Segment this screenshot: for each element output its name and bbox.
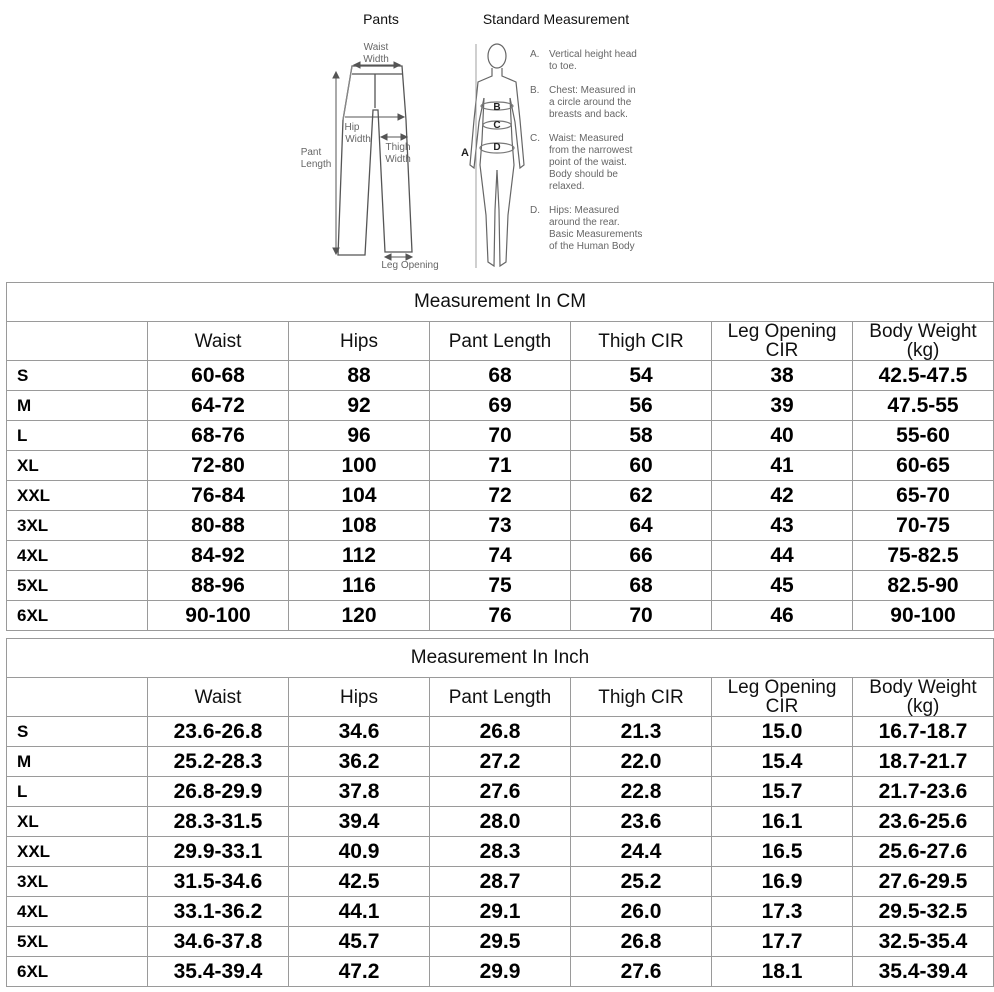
size-label: 6XL — [7, 601, 148, 631]
column-header-text: Waist — [194, 686, 242, 708]
column-header — [7, 678, 148, 717]
table-cell: 37.8 — [289, 777, 430, 807]
table-cell: 76-84 — [148, 481, 289, 511]
size-label: L — [7, 777, 148, 807]
note-c-line: relaxed. — [549, 181, 585, 192]
table-cell: 26.0 — [571, 897, 712, 927]
thigh-width-arrow — [381, 134, 407, 140]
measurement-diagram — [0, 0, 962, 282]
table-cell: 21.7-23.6 — [853, 777, 994, 807]
note-d-line: around the rear. — [549, 217, 620, 228]
table-cell: 28.0 — [430, 807, 571, 837]
table-cell: 72 — [430, 481, 571, 511]
size-label: 3XL — [7, 511, 148, 541]
waist-width-label-2: Width — [363, 54, 389, 65]
measurement-notes — [530, 49, 642, 252]
table-cell: 27.6-29.5 — [853, 867, 994, 897]
table-cell: 25.6-27.6 — [853, 837, 994, 867]
column-header-text: Thigh CIR — [598, 330, 684, 352]
table-header-row — [7, 322, 994, 361]
size-label: 3XL — [7, 867, 148, 897]
column-header — [7, 322, 148, 361]
table-cell: 16.9 — [712, 867, 853, 897]
column-header-text: Body Weight (kg) — [869, 677, 977, 717]
column-header — [853, 678, 994, 717]
table-row — [7, 807, 994, 837]
table-row — [7, 511, 994, 541]
table-row — [7, 451, 994, 481]
note-c-line: Body should be — [549, 169, 618, 180]
table-cell: 40.9 — [289, 837, 430, 867]
table-cell: 42.5-47.5 — [853, 361, 994, 391]
table-cell: 18.1 — [712, 957, 853, 987]
table-cell: 39.4 — [289, 807, 430, 837]
table-cell: 72-80 — [148, 451, 289, 481]
table-cell: 15.7 — [712, 777, 853, 807]
table-cell: 26.8-29.9 — [148, 777, 289, 807]
table-cell: 82.5-90 — [853, 571, 994, 601]
size-label: XL — [7, 451, 148, 481]
pants-title: Pants — [363, 11, 399, 27]
table-cell: 23.6-25.6 — [853, 807, 994, 837]
table-cell: 84-92 — [148, 541, 289, 571]
table-cell: 36.2 — [289, 747, 430, 777]
table-cell: 23.6 — [571, 807, 712, 837]
table-cell: 88-96 — [148, 571, 289, 601]
table-cell: 68 — [571, 571, 712, 601]
table-cell: 92 — [289, 391, 430, 421]
table-cell: 17.3 — [712, 897, 853, 927]
table-cell: 62 — [571, 481, 712, 511]
table-cell: 44 — [712, 541, 853, 571]
table-title: Measurement In Inch — [7, 639, 994, 678]
size-table-inch — [6, 638, 994, 987]
size-label: 4XL — [7, 541, 148, 571]
table-cell: 18.7-21.7 — [853, 747, 994, 777]
table-cell: 69 — [430, 391, 571, 421]
table-cell: 15.0 — [712, 717, 853, 747]
table-cell: 56 — [571, 391, 712, 421]
table-cell: 75 — [430, 571, 571, 601]
note-d-line: Hips: Measured — [549, 205, 620, 216]
note-a-letter: A. — [530, 49, 540, 60]
table-cell: 26.8 — [571, 927, 712, 957]
marker-d: D — [493, 142, 501, 153]
table-cell: 54 — [571, 361, 712, 391]
table-cell: 31.5-34.6 — [148, 867, 289, 897]
table-cell: 22.0 — [571, 747, 712, 777]
marker-b: B — [493, 102, 501, 113]
size-label: S — [7, 361, 148, 391]
column-header-text: Thigh CIR — [598, 686, 684, 708]
table-cell: 38 — [712, 361, 853, 391]
table-cell: 17.7 — [712, 927, 853, 957]
table-cell: 29.9 — [430, 957, 571, 987]
table-row — [7, 747, 994, 777]
size-label: XL — [7, 807, 148, 837]
column-header — [712, 322, 853, 361]
pant-length-label: Pant — [300, 147, 322, 158]
note-b-letter: B. — [530, 85, 540, 96]
column-header — [430, 678, 571, 717]
table-cell: 28.7 — [430, 867, 571, 897]
table-cell: 90-100 — [853, 601, 994, 631]
table-header-row — [7, 678, 994, 717]
marker-c: C — [493, 120, 501, 131]
size-label: L — [7, 421, 148, 451]
table-cell: 42 — [712, 481, 853, 511]
table-cell: 25.2-28.3 — [148, 747, 289, 777]
column-header — [289, 678, 430, 717]
size-label: M — [7, 747, 148, 777]
table-cell: 60-65 — [853, 451, 994, 481]
table-cell: 90-100 — [148, 601, 289, 631]
thigh-width-label: Thigh — [385, 142, 411, 153]
table-cell: 32.5-35.4 — [853, 927, 994, 957]
body-figure — [470, 44, 524, 268]
note-d-line: Basic Measurements — [549, 229, 643, 240]
table-cell: 68 — [430, 361, 571, 391]
table-cell: 29.5 — [430, 927, 571, 957]
note-b-line: breasts and back. — [549, 109, 628, 120]
note-c-line: from the narrowest — [549, 145, 633, 156]
note-b-line: a circle around the — [549, 97, 632, 108]
table-title: Measurement In CM — [7, 283, 994, 322]
table-cell: 25.2 — [571, 867, 712, 897]
table-cell: 22.8 — [571, 777, 712, 807]
table-cell: 80-88 — [148, 511, 289, 541]
table-cell: 100 — [289, 451, 430, 481]
table-cell: 60-68 — [148, 361, 289, 391]
table-cell: 27.6 — [571, 957, 712, 987]
table-cell: 70-75 — [853, 511, 994, 541]
column-header-text: Hips — [339, 686, 378, 708]
table-cell: 16.1 — [712, 807, 853, 837]
pant-length-arrow — [333, 72, 339, 254]
size-label: 6XL — [7, 957, 148, 987]
table-cell: 45.7 — [289, 927, 430, 957]
table-row — [7, 541, 994, 571]
table-cell: 104 — [289, 481, 430, 511]
table-cell: 34.6 — [289, 717, 430, 747]
table-row — [7, 867, 994, 897]
column-header — [289, 322, 430, 361]
column-header-text: Pant Length — [448, 686, 552, 708]
table-cell: 65-70 — [853, 481, 994, 511]
table-cell: 70 — [430, 421, 571, 451]
table-cell: 64-72 — [148, 391, 289, 421]
table-cell: 16.5 — [712, 837, 853, 867]
table-cell: 116 — [289, 571, 430, 601]
table-cell: 42.5 — [289, 867, 430, 897]
table-cell: 40 — [712, 421, 853, 451]
table-cell: 47.5-55 — [853, 391, 994, 421]
table-cell: 71 — [430, 451, 571, 481]
size-label: XXL — [7, 837, 148, 867]
table-cell: 58 — [571, 421, 712, 451]
table-row — [7, 927, 994, 957]
table-cell: 27.2 — [430, 747, 571, 777]
table-row — [7, 481, 994, 511]
table-cell: 29.1 — [430, 897, 571, 927]
size-label: S — [7, 717, 148, 747]
size-label: M — [7, 391, 148, 421]
leg-opening-label: Leg Opening — [381, 260, 439, 271]
table-cell: 46 — [712, 601, 853, 631]
table-cell: 120 — [289, 601, 430, 631]
column-header — [571, 678, 712, 717]
column-header-text: Waist — [194, 330, 242, 352]
note-c-letter: C. — [530, 133, 540, 144]
table-cell: 43 — [712, 511, 853, 541]
table-cell: 28.3 — [430, 837, 571, 867]
table-cell: 28.3-31.5 — [148, 807, 289, 837]
table-cell: 60 — [571, 451, 712, 481]
table-row — [7, 391, 994, 421]
table-cell: 74 — [430, 541, 571, 571]
table-cell: 39 — [712, 391, 853, 421]
table-row — [7, 777, 994, 807]
table-cell: 16.7-18.7 — [853, 717, 994, 747]
size-label: 4XL — [7, 897, 148, 927]
table-cell: 27.6 — [430, 777, 571, 807]
table-row — [7, 897, 994, 927]
size-table-cm — [6, 282, 994, 631]
marker-a: A — [461, 147, 469, 159]
note-d-letter: D. — [530, 205, 540, 216]
table-cell: 112 — [289, 541, 430, 571]
table-cell: 55-60 — [853, 421, 994, 451]
table-cell: 96 — [289, 421, 430, 451]
table-cell: 108 — [289, 511, 430, 541]
table-cell: 35.4-39.4 — [148, 957, 289, 987]
table-cell: 35.4-39.4 — [853, 957, 994, 987]
table-cell: 33.1-36.2 — [148, 897, 289, 927]
column-header — [712, 678, 853, 717]
waist-width-label: Waist — [363, 42, 389, 53]
table-cell: 66 — [571, 541, 712, 571]
hip-width-arrow — [345, 114, 404, 120]
table-cell: 29.9-33.1 — [148, 837, 289, 867]
hip-width-label: Hip — [344, 122, 360, 133]
table-cell: 23.6-26.8 — [148, 717, 289, 747]
note-a-line: Vertical height head — [549, 49, 637, 60]
table-cell: 41 — [712, 451, 853, 481]
table-cell: 47.2 — [289, 957, 430, 987]
thigh-width-label-2: Width — [385, 154, 411, 165]
column-header-text: Leg Opening CIR — [727, 321, 837, 361]
table-row — [7, 421, 994, 451]
table-row — [7, 837, 994, 867]
column-header — [148, 322, 289, 361]
table-cell: 68-76 — [148, 421, 289, 451]
size-label: XXL — [7, 481, 148, 511]
column-header-text: Pant Length — [448, 330, 552, 352]
note-a-line: to toe. — [549, 61, 577, 72]
body-title: Standard Measurement — [482, 11, 630, 27]
column-header — [430, 322, 571, 361]
table-cell: 88 — [289, 361, 430, 391]
column-header — [571, 322, 712, 361]
pant-length-label-2: Length — [300, 159, 332, 170]
column-header-text: Hips — [339, 330, 378, 352]
table-cell: 73 — [430, 511, 571, 541]
column-header-text: Leg Opening CIR — [727, 677, 837, 717]
column-header-text: Body Weight (kg) — [869, 321, 977, 361]
table-cell: 15.4 — [712, 747, 853, 777]
table-cell: 64 — [571, 511, 712, 541]
table-row — [7, 601, 994, 631]
note-c-line: point of the waist. — [549, 157, 627, 168]
note-c-line: Waist: Measured — [549, 133, 624, 144]
table-cell: 26.8 — [430, 717, 571, 747]
hip-width-label-2: Width — [345, 134, 371, 145]
size-label: 5XL — [7, 571, 148, 601]
table-cell: 29.5-32.5 — [853, 897, 994, 927]
table-cell: 34.6-37.8 — [148, 927, 289, 957]
table-row — [7, 361, 994, 391]
table-cell: 70 — [571, 601, 712, 631]
column-header — [853, 322, 994, 361]
table-cell: 76 — [430, 601, 571, 631]
column-header — [148, 678, 289, 717]
table-cell: 75-82.5 — [853, 541, 994, 571]
table-row — [7, 717, 994, 747]
table-row — [7, 957, 994, 987]
table-cell: 24.4 — [571, 837, 712, 867]
table-cell: 21.3 — [571, 717, 712, 747]
table-row — [7, 571, 994, 601]
note-b-line: Chest: Measured in — [549, 85, 636, 96]
size-label: 5XL — [7, 927, 148, 957]
note-d-line: of the Human Body — [549, 241, 635, 252]
table-cell: 44.1 — [289, 897, 430, 927]
table-cell: 45 — [712, 571, 853, 601]
